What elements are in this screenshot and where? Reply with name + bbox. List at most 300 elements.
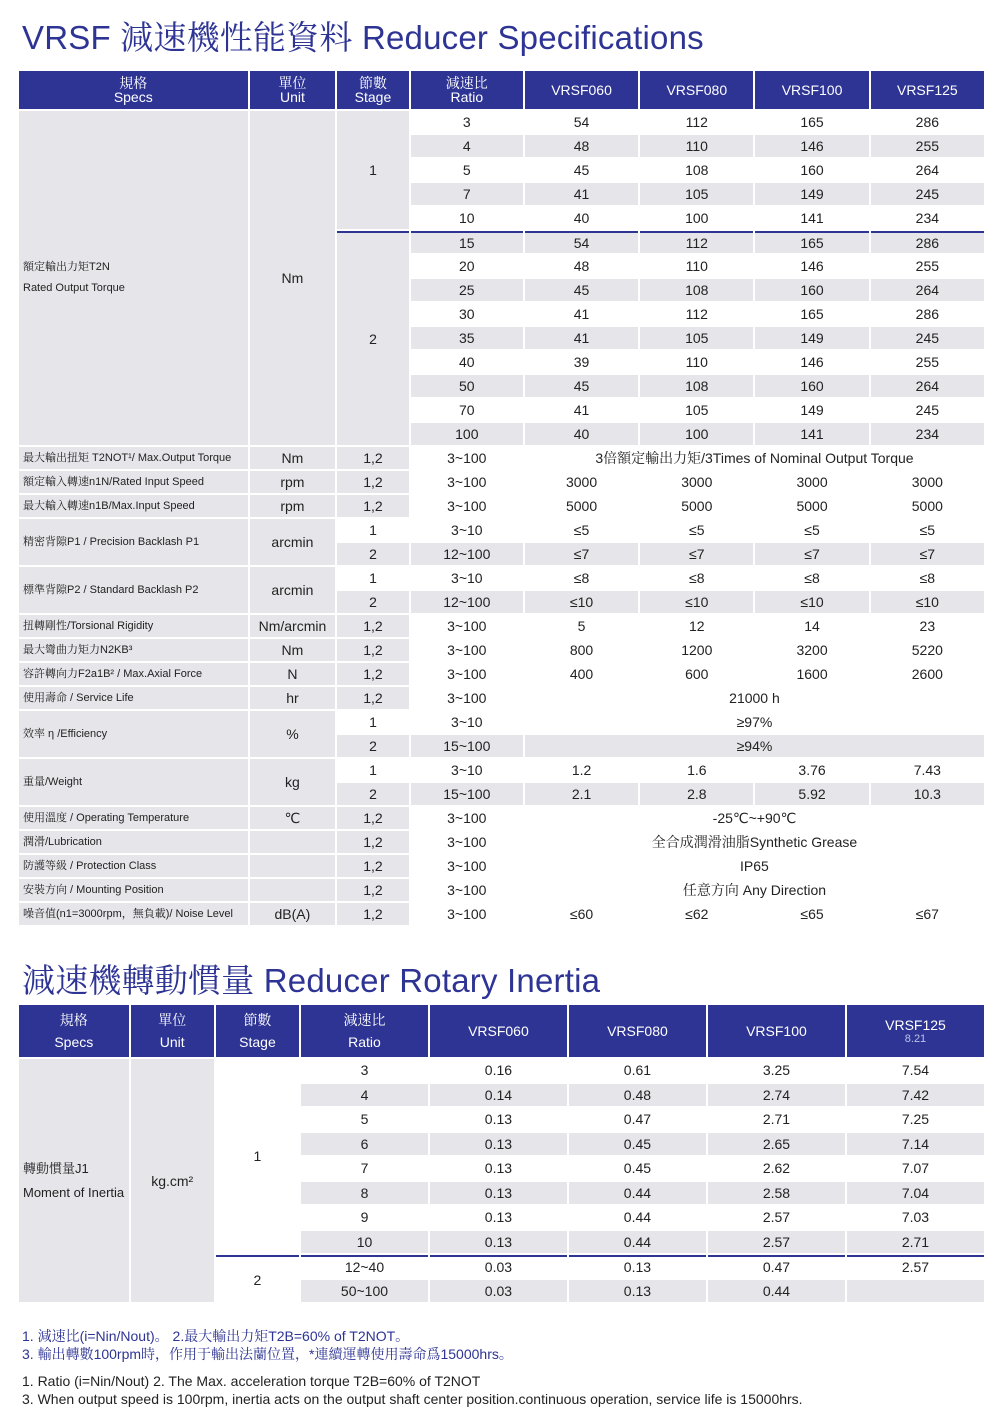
ratio-cell: 4 xyxy=(411,135,523,157)
row-label: 安裝方向 / Mounting Position xyxy=(19,879,248,901)
note-line: 3. 輸出轉數100rpm時，作用于輸出法蘭位置，*連續運轉使用壽命爲15000hrs。 xyxy=(22,1346,513,1362)
header-specs: 規格 Specs xyxy=(19,71,248,109)
value-cell: 7.43 xyxy=(871,759,984,781)
row-label: 額定輸入轉速n1N/Rated Input Speed xyxy=(19,471,248,493)
value-cell: ≤7 xyxy=(640,543,753,565)
value-cell: 2.57 xyxy=(708,1206,845,1229)
header-model: VRSF125 8.21 xyxy=(847,1005,984,1057)
value-cell: ≤8 xyxy=(640,567,753,589)
value-cell: 234 xyxy=(871,423,984,445)
ratio-cell: 3~100 xyxy=(411,639,523,661)
value-cell: 110 xyxy=(640,255,753,277)
ratio-cell: 3~100 xyxy=(411,879,523,901)
value-cell: 112 xyxy=(640,111,753,133)
value-cell: ≤62 xyxy=(640,903,753,925)
value-cell: 41 xyxy=(525,303,638,325)
value-cell xyxy=(847,1280,984,1303)
value-cell: 146 xyxy=(755,255,868,277)
value-cell: 54 xyxy=(525,231,638,253)
table-row xyxy=(19,639,984,661)
value-cell: 105 xyxy=(640,399,753,421)
unit-cell xyxy=(250,879,336,901)
value-cell: 105 xyxy=(640,327,753,349)
unit-cell: rpm xyxy=(250,495,336,517)
value-cell: 160 xyxy=(755,279,868,301)
value-cell: 7.03 xyxy=(847,1206,984,1229)
ratio-cell: 3~10 xyxy=(411,711,523,733)
row-label xyxy=(19,111,248,445)
ratio-cell: 12~100 xyxy=(411,591,523,613)
ratio-cell: 4 xyxy=(301,1084,428,1107)
value-cell: 0.03 xyxy=(430,1280,567,1303)
row-label: 精密背隙P1 / Precision Backlash P1 xyxy=(19,519,248,565)
table-row xyxy=(19,687,984,709)
unit-cell: arcmin xyxy=(250,567,336,613)
stage-cell: 1 xyxy=(337,519,408,541)
row-label: 效率 η /Efficiency xyxy=(19,711,248,757)
table-row xyxy=(19,663,984,685)
note-line: 3. When output speed is 100rpm, inertia acts on the output shaft center position.continuous operation, service life is 15000hrs. xyxy=(22,1391,803,1407)
unit-cell: N xyxy=(250,663,336,685)
value-cell: IP65 xyxy=(525,855,984,877)
table-row xyxy=(19,807,984,829)
value-cell: 149 xyxy=(755,327,868,349)
ratio-cell: 5 xyxy=(411,159,523,181)
value-cell: 100 xyxy=(640,423,753,445)
row-label: 標準背隙P2 / Standard Backlash P2 xyxy=(19,567,248,613)
table-row xyxy=(19,567,984,589)
value-cell: 5000 xyxy=(755,495,868,517)
value-cell: ≤7 xyxy=(525,543,638,565)
header-unit: 單位 Unit xyxy=(131,1005,214,1057)
ratio-cell: 12~100 xyxy=(411,543,523,565)
value-cell: ≤8 xyxy=(871,567,984,589)
ratio-cell: 3~100 xyxy=(411,495,523,517)
value-cell: 7.04 xyxy=(847,1182,984,1205)
value-cell: 21000 h xyxy=(525,687,984,709)
value-cell: 0.48 xyxy=(569,1084,706,1107)
value-cell: 0.45 xyxy=(569,1157,706,1180)
value-cell: 286 xyxy=(871,303,984,325)
value-cell: 264 xyxy=(871,159,984,181)
value-cell: 2.1 xyxy=(525,783,638,805)
value-cell: 0.13 xyxy=(430,1206,567,1229)
ratio-cell: 35 xyxy=(411,327,523,349)
value-cell: 3200 xyxy=(755,639,868,661)
ratio-cell: 7 xyxy=(301,1157,428,1180)
spec-table xyxy=(17,69,986,927)
value-cell: 3倍額定輸出力矩/3Times of Nominal Output Torque xyxy=(525,447,984,469)
stage-cell: 1,2 xyxy=(337,471,408,493)
value-cell: 2.65 xyxy=(708,1133,845,1156)
value-cell: 2.57 xyxy=(708,1231,845,1254)
unit-cell: Nm xyxy=(250,447,336,469)
unit-cell: Nm/arcmin xyxy=(250,615,336,637)
table-row xyxy=(19,903,984,925)
ratio-cell: 6 xyxy=(301,1133,428,1156)
stage-cell: 1,2 xyxy=(337,663,408,685)
notes-english xyxy=(22,1372,803,1408)
value-cell: 7.25 xyxy=(847,1108,984,1131)
value-cell: 2.57 xyxy=(847,1255,984,1278)
value-cell: 0.44 xyxy=(569,1182,706,1205)
header-ratio: 減速比 Ratio xyxy=(301,1005,428,1057)
ratio-cell: 3~100 xyxy=(411,471,523,493)
value-cell: 800 xyxy=(525,639,638,661)
value-cell: ≥94% xyxy=(525,735,984,757)
value-cell: 2.71 xyxy=(708,1108,845,1131)
value-cell: 110 xyxy=(640,135,753,157)
ratio-cell: 15~100 xyxy=(411,783,523,805)
value-cell: 3000 xyxy=(755,471,868,493)
value-cell: 245 xyxy=(871,399,984,421)
value-cell: 0.44 xyxy=(569,1206,706,1229)
ratio-cell: 70 xyxy=(411,399,523,421)
stage-cell: 1,2 xyxy=(337,903,408,925)
value-cell: 0.16 xyxy=(430,1059,567,1082)
value-cell: 234 xyxy=(871,207,984,229)
table-row xyxy=(19,1059,984,1082)
stage-cell: 1 xyxy=(337,759,408,781)
unit-cell: dB(A) xyxy=(250,903,336,925)
value-cell: 0.14 xyxy=(430,1084,567,1107)
value-cell: 105 xyxy=(640,183,753,205)
value-cell: 0.13 xyxy=(430,1182,567,1205)
value-cell: ≤8 xyxy=(525,567,638,589)
inertia-table xyxy=(17,1003,986,1304)
stage-cell: 2 xyxy=(337,783,408,805)
ratio-cell: 3~100 xyxy=(411,807,523,829)
value-cell: 5000 xyxy=(525,495,638,517)
ratio-cell: 25 xyxy=(411,279,523,301)
value-cell: 2600 xyxy=(871,663,984,685)
unit-cell xyxy=(250,831,336,853)
ratio-cell: 30 xyxy=(411,303,523,325)
value-cell: ≤10 xyxy=(871,591,984,613)
header-model: VRSF060 xyxy=(525,71,638,109)
value-cell: 41 xyxy=(525,327,638,349)
value-cell: 7.42 xyxy=(847,1084,984,1107)
spec-title: VRSF 減速機性能資料 Reducer Specifications xyxy=(22,19,704,56)
value-cell: 149 xyxy=(755,399,868,421)
header-ratio: 減速比 Ratio xyxy=(411,71,523,109)
stage-cell: 2 xyxy=(337,735,408,757)
row-label: 使用壽命 / Service Life xyxy=(19,687,248,709)
header-stage: 節數 Stage xyxy=(337,71,408,109)
value-cell: 3.25 xyxy=(708,1059,845,1082)
value-cell: 0.44 xyxy=(569,1231,706,1254)
value-cell: 245 xyxy=(871,183,984,205)
header-model: VRSF080 xyxy=(569,1005,706,1057)
ratio-cell: 5 xyxy=(301,1108,428,1131)
value-cell: 5220 xyxy=(871,639,984,661)
value-cell: 任意方向 Any Direction xyxy=(525,879,984,901)
value-cell: 全合成潤滑油脂Synthetic Grease xyxy=(525,831,984,853)
ratio-cell: 12~40 xyxy=(301,1255,428,1278)
value-cell: 149 xyxy=(755,183,868,205)
value-cell: 0.13 xyxy=(430,1157,567,1180)
value-cell: 3000 xyxy=(640,471,753,493)
row-label: 扭轉剛性/Torsional Rigidity xyxy=(19,615,248,637)
value-cell: 41 xyxy=(525,183,638,205)
value-cell: 160 xyxy=(755,159,868,181)
value-cell: ≤7 xyxy=(755,543,868,565)
header-specs: 規格 Specs xyxy=(19,1005,129,1057)
value-cell: ≤60 xyxy=(525,903,638,925)
value-cell: 45 xyxy=(525,159,638,181)
stage-cell: 1 xyxy=(337,111,408,229)
table-row xyxy=(19,111,984,133)
value-cell: 1.2 xyxy=(525,759,638,781)
stage-cell: 1,2 xyxy=(337,807,408,829)
table-row xyxy=(19,879,984,901)
value-cell: ≤5 xyxy=(640,519,753,541)
stage-cell: 1,2 xyxy=(337,615,408,637)
value-cell: 146 xyxy=(755,135,868,157)
value-cell: 40 xyxy=(525,207,638,229)
table-row xyxy=(19,759,984,781)
value-cell: 255 xyxy=(871,135,984,157)
value-cell: 0.13 xyxy=(430,1231,567,1254)
label-en: Moment of Inertia xyxy=(23,1184,125,1200)
value-cell: 0.13 xyxy=(430,1133,567,1156)
unit-cell: kg xyxy=(250,759,336,805)
ratio-cell: 40 xyxy=(411,351,523,373)
value-cell: 2.71 xyxy=(847,1231,984,1254)
ratio-cell: 3 xyxy=(411,111,523,133)
stage-cell: 2 xyxy=(337,591,408,613)
row-label: 重量/Weight xyxy=(19,759,248,805)
note-line: 1. 減速比(i=Nin/Nout)。 2.最大輸出力矩T2B=60% of T2NOT。 xyxy=(22,1328,410,1344)
value-cell: 245 xyxy=(871,327,984,349)
value-cell: 400 xyxy=(525,663,638,685)
table-row xyxy=(19,711,984,733)
value-cell: ≤65 xyxy=(755,903,868,925)
stage-cell: 2 xyxy=(337,231,408,445)
value-cell: ≥97% xyxy=(525,711,984,733)
value-cell: 2.62 xyxy=(708,1157,845,1180)
stage-cell: 1,2 xyxy=(337,639,408,661)
table-row xyxy=(19,495,984,517)
header-stage: 節數 Stage xyxy=(216,1005,299,1057)
value-cell: 100 xyxy=(640,207,753,229)
ratio-cell: 3~100 xyxy=(411,615,523,637)
value-cell: 255 xyxy=(871,255,984,277)
value-cell: 141 xyxy=(755,207,868,229)
ratio-cell: 3~10 xyxy=(411,567,523,589)
value-cell: 165 xyxy=(755,111,868,133)
value-cell: 5 xyxy=(525,615,638,637)
ratio-cell: 3~10 xyxy=(411,759,523,781)
ratio-cell: 50~100 xyxy=(301,1280,428,1303)
stage-cell: 1 xyxy=(337,711,408,733)
value-cell: 45 xyxy=(525,375,638,397)
stage-cell: 1,2 xyxy=(337,855,408,877)
stage-cell: 1,2 xyxy=(337,495,408,517)
value-cell: 286 xyxy=(871,231,984,253)
value-cell: 0.13 xyxy=(569,1280,706,1303)
ratio-cell: 100 xyxy=(411,423,523,445)
row-label: 使用溫度 / Operating Temperature xyxy=(19,807,248,829)
row-label: 防護等級 / Protection Class xyxy=(19,855,248,877)
value-cell: 39 xyxy=(525,351,638,373)
value-cell: 0.13 xyxy=(430,1108,567,1131)
unit-cell: arcmin xyxy=(250,519,336,565)
ratio-cell: 3~100 xyxy=(411,855,523,877)
unit-cell: rpm xyxy=(250,471,336,493)
value-cell: 3000 xyxy=(525,471,638,493)
ratio-cell: 8 xyxy=(301,1182,428,1205)
ratio-cell: 3~100 xyxy=(411,663,523,685)
value-cell: 7.14 xyxy=(847,1133,984,1156)
value-cell: 48 xyxy=(525,255,638,277)
value-cell: 5.92 xyxy=(755,783,868,805)
value-cell: -25℃~+90℃ xyxy=(525,807,984,829)
ratio-cell: 3~100 xyxy=(411,831,523,853)
ratio-cell: 15 xyxy=(411,231,523,253)
unit-cell xyxy=(250,855,336,877)
label-en: Rated Output Torque xyxy=(23,282,125,294)
ratio-cell: 3 xyxy=(301,1059,428,1082)
row-label: 噪音值(n1=3000rpm，無負載)/ Noise Level xyxy=(19,903,248,925)
stage-cell: 1,2 xyxy=(337,879,408,901)
stage-cell: 2 xyxy=(337,543,408,565)
value-cell: 3.76 xyxy=(755,759,868,781)
value-cell: 41 xyxy=(525,399,638,421)
value-cell: 0.47 xyxy=(708,1255,845,1278)
unit-cell: kg.cm² xyxy=(131,1059,214,1302)
table-row xyxy=(19,447,984,469)
value-cell: 2.74 xyxy=(708,1084,845,1107)
ratio-cell: 10 xyxy=(301,1231,428,1254)
value-cell: 600 xyxy=(640,663,753,685)
label-cn: 轉動慣量J1 xyxy=(23,1161,89,1177)
value-cell: 1200 xyxy=(640,639,753,661)
value-cell: 0.44 xyxy=(708,1280,845,1303)
ratio-cell: 3~100 xyxy=(411,903,523,925)
value-cell: ≤10 xyxy=(525,591,638,613)
ratio-cell: 3~100 xyxy=(411,447,523,469)
value-cell: 12 xyxy=(640,615,753,637)
value-cell: 1600 xyxy=(755,663,868,685)
header-model: VRSF100 xyxy=(708,1005,845,1057)
ratio-cell: 3~10 xyxy=(411,519,523,541)
value-cell: 112 xyxy=(640,303,753,325)
value-cell: 110 xyxy=(640,351,753,373)
stage-cell: 1 xyxy=(216,1059,299,1253)
value-cell: 264 xyxy=(871,279,984,301)
notes-chinese xyxy=(22,1327,513,1363)
unit-cell: Nm xyxy=(250,111,336,445)
value-cell: ≤5 xyxy=(525,519,638,541)
value-cell: 23 xyxy=(871,615,984,637)
value-cell: 141 xyxy=(755,423,868,445)
value-cell: 1.6 xyxy=(640,759,753,781)
ratio-cell: 20 xyxy=(411,255,523,277)
row-label: 最大輸入轉速n1B/Max.Input Speed xyxy=(19,495,248,517)
value-cell: 286 xyxy=(871,111,984,133)
unit-cell: % xyxy=(250,711,336,757)
value-cell: 45 xyxy=(525,279,638,301)
value-cell: 5000 xyxy=(640,495,753,517)
value-cell: 108 xyxy=(640,159,753,181)
row-label: 最大輸出扭矩 T2NOT¹/ Max.Output Torque xyxy=(19,447,248,469)
ratio-cell: 7 xyxy=(411,183,523,205)
value-cell: ≤67 xyxy=(871,903,984,925)
value-cell: ≤5 xyxy=(871,519,984,541)
value-cell: ≤8 xyxy=(755,567,868,589)
ratio-cell: 10 xyxy=(411,207,523,229)
value-cell: 3000 xyxy=(871,471,984,493)
stage-cell: 2 xyxy=(216,1255,299,1302)
header-model: VRSF060 xyxy=(430,1005,567,1057)
label-cn: 額定輸出力矩T2N xyxy=(23,261,110,273)
value-cell: 14 xyxy=(755,615,868,637)
ratio-cell: 9 xyxy=(301,1206,428,1229)
table-row xyxy=(19,471,984,493)
value-cell: ≤10 xyxy=(755,591,868,613)
value-cell: 5000 xyxy=(871,495,984,517)
row-label: 潤滑/Lubrication xyxy=(19,831,248,853)
stage-cell: 1,2 xyxy=(337,687,408,709)
value-cell: 10.3 xyxy=(871,783,984,805)
inertia-title: 減速機轉動慣量 Reducer Rotary Inertia xyxy=(22,962,601,999)
ratio-cell: 50 xyxy=(411,375,523,397)
note-line: 1. Ratio (i=Nin/Nout) 2. The Max. acceleration torque T2B=60% of T2NOT xyxy=(22,1373,481,1389)
value-cell: 0.45 xyxy=(569,1133,706,1156)
value-cell: 255 xyxy=(871,351,984,373)
value-cell: 54 xyxy=(525,111,638,133)
value-cell: 108 xyxy=(640,375,753,397)
value-cell: 0.13 xyxy=(569,1255,706,1278)
value-cell: 2.58 xyxy=(708,1182,845,1205)
value-cell: 165 xyxy=(755,303,868,325)
value-cell: 0.61 xyxy=(569,1059,706,1082)
unit-cell: Nm xyxy=(250,639,336,661)
table-row xyxy=(19,615,984,637)
row-label: 最大彎曲力矩力N2KB³ xyxy=(19,639,248,661)
value-cell: ≤10 xyxy=(640,591,753,613)
header-unit: 單位 Unit xyxy=(250,71,336,109)
unit-cell: ℃ xyxy=(250,807,336,829)
value-cell: 165 xyxy=(755,231,868,253)
header-model: VRSF125 xyxy=(871,71,984,109)
value-cell: 160 xyxy=(755,375,868,397)
value-cell: 7.54 xyxy=(847,1059,984,1082)
ratio-cell: 15~100 xyxy=(411,735,523,757)
value-cell: 108 xyxy=(640,279,753,301)
row-label: 容許轉向力F2a1B² / Max.Axial Force xyxy=(19,663,248,685)
value-cell: 2.8 xyxy=(640,783,753,805)
value-cell: 40 xyxy=(525,423,638,445)
unit-cell: hr xyxy=(250,687,336,709)
value-cell: 146 xyxy=(755,351,868,373)
ratio-cell: 3~100 xyxy=(411,687,523,709)
value-cell: 0.47 xyxy=(569,1108,706,1131)
value-cell: 7.07 xyxy=(847,1157,984,1180)
value-cell: 48 xyxy=(525,135,638,157)
header-model: VRSF100 xyxy=(755,71,868,109)
header-model: VRSF080 xyxy=(640,71,753,109)
value-cell: 264 xyxy=(871,375,984,397)
value-cell: 0.03 xyxy=(430,1255,567,1278)
value-cell: ≤5 xyxy=(755,519,868,541)
stage-cell: 1,2 xyxy=(337,447,408,469)
row-label xyxy=(19,1059,129,1302)
table-row xyxy=(19,519,984,541)
table-row xyxy=(19,855,984,877)
value-cell: 112 xyxy=(640,231,753,253)
